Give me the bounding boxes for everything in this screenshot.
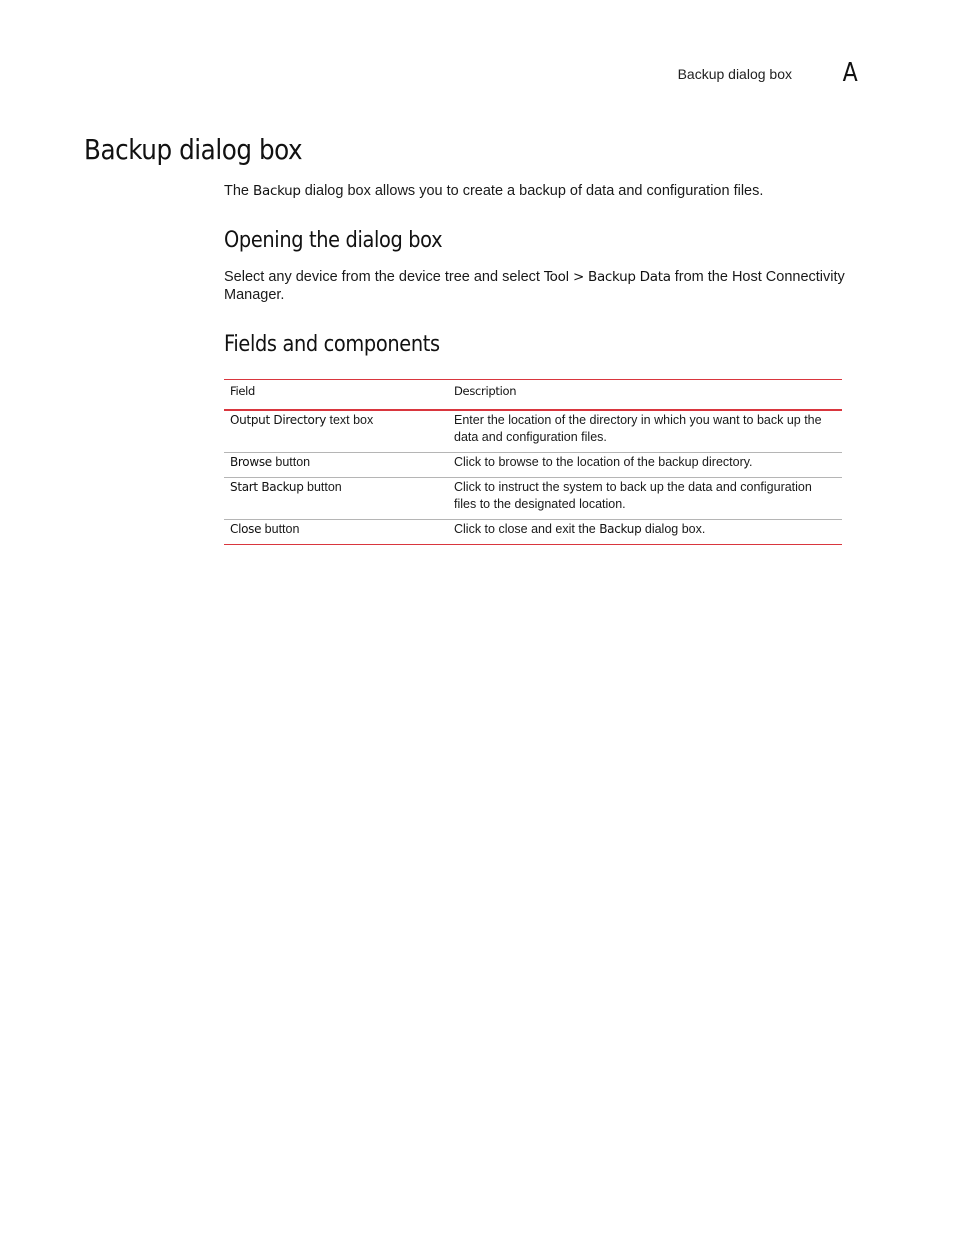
column-header-field: Field (224, 380, 448, 411)
field-type: button (271, 455, 311, 469)
section-title-opening: Opening the dialog box (224, 228, 443, 253)
description-text: Click to close and exit the (454, 522, 600, 536)
table-row (224, 478, 842, 520)
description-text: Click to instruct the system to back up the data and configuration files to the designated location. (454, 480, 812, 511)
field-type: text box (326, 413, 374, 427)
description-cell (448, 410, 842, 453)
table-row (224, 410, 842, 453)
running-header-title: Backup dialog box (677, 66, 792, 82)
field-cell (224, 520, 448, 545)
table-header-row (224, 380, 842, 411)
opening-post: from the Host Connectivity Manager. (224, 269, 845, 303)
intro-bold-term: Backup (253, 183, 301, 199)
field-type: button (303, 480, 342, 494)
description-text: Click to browse to the location of the backup directory. (454, 455, 753, 469)
page-title: Backup dialog box (84, 133, 303, 166)
description-cell (448, 478, 842, 520)
opening-paragraph (224, 268, 864, 304)
column-header-description: Description (448, 380, 842, 411)
description-cell (448, 520, 842, 545)
description-text: Enter the location of the directory in which you want to back up the data and configuration files. (454, 413, 822, 444)
field-name: Output Directory (230, 413, 327, 427)
field-type: button (261, 522, 300, 536)
opening-menu-path: Tool > Backup Data (543, 269, 671, 285)
field-cell (224, 410, 448, 453)
table-row (224, 453, 842, 478)
running-header (600, 58, 858, 88)
field-cell (224, 478, 448, 520)
intro-pre: The (224, 183, 254, 199)
field-name: Close (230, 522, 262, 536)
field-cell (224, 453, 448, 478)
fields-table (224, 379, 842, 545)
section-title-fields: Fields and components (224, 332, 440, 357)
appendix-letter: A (842, 58, 858, 88)
description-cell (448, 453, 842, 478)
description-text-end: dialog box. (641, 522, 706, 536)
opening-pre: Select any device from the device tree and select (224, 269, 544, 285)
field-name: Browse (230, 455, 272, 469)
description-bold: Backup (599, 522, 642, 536)
field-name: Start Backup (230, 480, 304, 494)
intro-paragraph (224, 182, 864, 200)
table-row (224, 520, 842, 545)
intro-post: dialog box allows you to create a backup of data and configuration files. (300, 183, 764, 199)
